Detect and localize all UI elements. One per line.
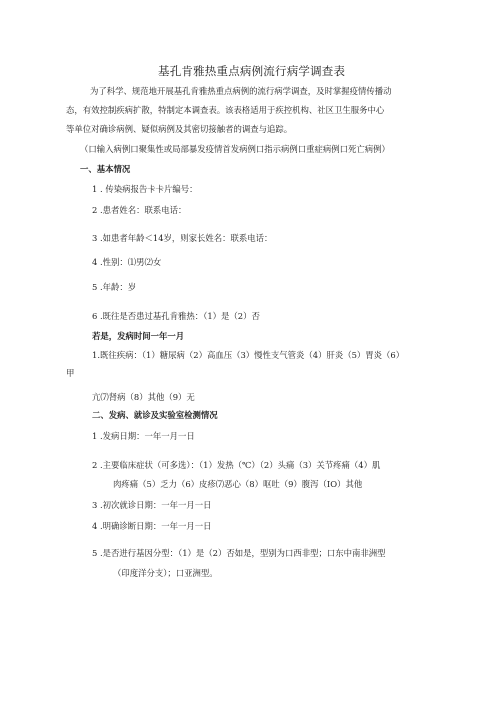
item-genotyping-line-2: （印度洋分支）；口亚洲型。: [113, 568, 218, 578]
item-symptoms-line-2: 肉疼痛（5）乏力（6）皮疹⑺恶心（8）呕吐（9）腹泻（IO）其他: [113, 479, 363, 489]
past-diseases-line-1-wrap: 甲: [66, 368, 75, 378]
item-symptoms-line-1: 2 .主要临床症状（可多选）：（1）发热（℃）（2）头痛（3）关节疼痛（4）肌: [92, 460, 381, 470]
section-2-heading: 二、发病、就诊及实验室检测情况: [92, 410, 218, 420]
past-diseases-line-2: 亢⑺肾病（8）其他（9）无: [92, 392, 195, 402]
item-age: 5 .年龄：岁: [92, 282, 137, 292]
onset-time-subheading: 若是，发病时间一年一月: [92, 331, 185, 341]
past-diseases-line-1: 1.既往疾病：（1）糖尿病（2）高血压（3）慢性支气管炎（4）肝炎（5）胃炎（6）: [92, 350, 405, 360]
item-genotyping-line-1: 5 .是否进行基因分型：（1）是（2）否如是，型别为口西非型；口东中南非洲型: [92, 548, 386, 558]
item-previous-infection: 6 .既往是否患过基孔肯雅热：（1）是（2）否: [92, 311, 260, 321]
item-first-visit-date: 3 .初次就诊日期：一年一月一日: [92, 500, 212, 510]
intro-line-3: 等单位对确诊病例、疑似病例及其密切接触者的调查与追踪。: [66, 124, 293, 134]
item-guardian-name: 3 .如患者年龄＜14岁，则家长姓名：联系电话：: [92, 233, 273, 243]
intro-line-1: 为了科学、规范地开展基孔肯雅热重点病例的流行病学调查，及时掌握疫情传播动: [90, 86, 392, 96]
intro-line-2: 态，有效控制疾病扩散，特制定本调查表。该表格适用于疾控机构、社区卫生服务中心: [66, 105, 385, 115]
item-onset-date: 1 .发病日期：一年一月一日: [92, 431, 195, 441]
section-1-heading: 一、基本情况: [80, 164, 131, 174]
case-type-options: （口输入病例口聚集性或局部暴发疫情首发病例口指示病例口重症病例口死亡病例）: [80, 144, 390, 154]
item-report-card-number: 1 . 传染病报告卡卡片编号：: [92, 184, 198, 194]
item-sex: 4 .性别：⑴男⑵女: [92, 257, 162, 267]
item-patient-name: 2 .患者姓名：联系电话：: [92, 205, 187, 215]
document-title: 基孔肯雅热重点病例流行病学调查表: [158, 64, 346, 78]
item-diagnosis-date: 4 .明确诊断日期：一年一月一日: [92, 521, 212, 531]
